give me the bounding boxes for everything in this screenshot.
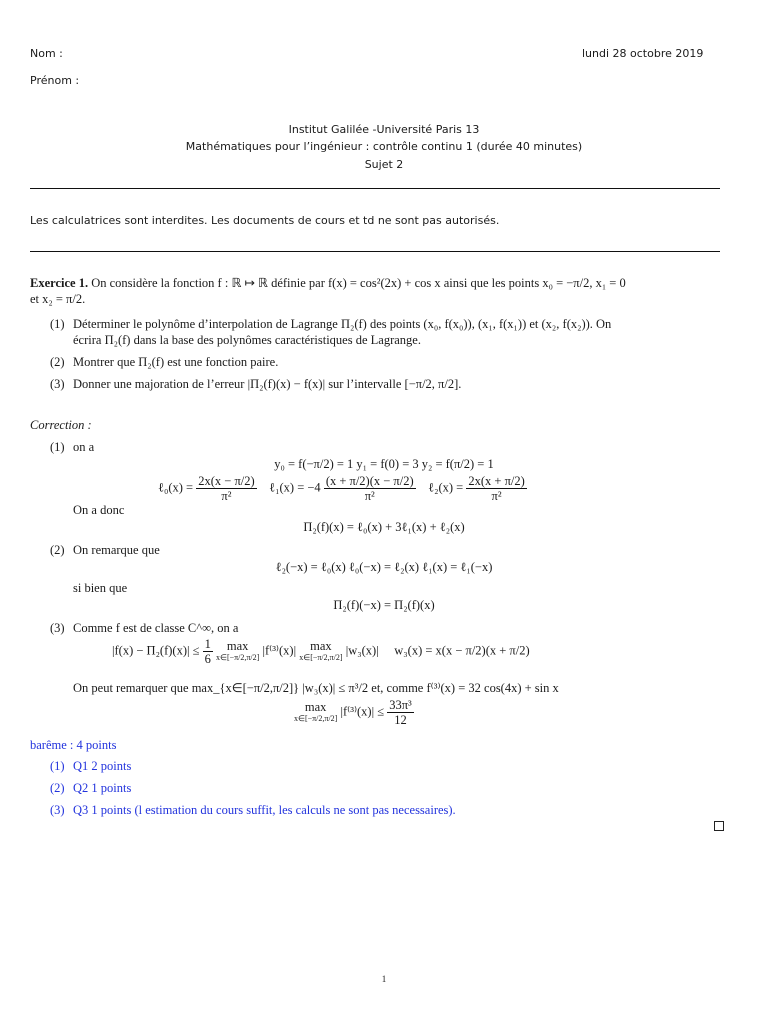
question-1-line2: écrira Π₂(f) dans la base des polynômes caractéristiques de Lagrange. bbox=[73, 333, 421, 347]
w3-definition: w₃(x) = x(x − π/2)(x + π/2) bbox=[394, 643, 530, 658]
correction-2-text: On remarque que bbox=[73, 543, 160, 557]
correction-1-num: (1) bbox=[50, 440, 65, 454]
correction-1-text: on a bbox=[73, 440, 95, 454]
nom-label: Nom : bbox=[30, 47, 63, 60]
correction-3-remark: On peut remarquer que max_{x∈[−π/2,π/2]} |w₃(x)| ≤ π³/2 et, comme f⁽³⁾(x) = 32 cos(4x) + sin x bbox=[73, 681, 559, 695]
l2-fraction bbox=[466, 474, 526, 503]
parity-relations: ℓ₂(−x) = ℓ₀(x) ℓ₀(−x) = ℓ₂(x) ℓ₁(x) = ℓ₁(−x) bbox=[275, 560, 493, 574]
correction-2-num: (2) bbox=[50, 543, 65, 557]
w3-abs: |w₃(x)| bbox=[345, 643, 379, 658]
f3-abs: |f⁽³⁾(x)| bbox=[262, 643, 297, 658]
question-1-line1: Déterminer le polynôme d’interpolation de Lagrange Π₂(f) des points (x₀, f(x₀)), (x₁, f(x₁)) et (x₂, f(x₂)). On bbox=[73, 317, 612, 331]
l0-lhs: ℓ₀(x) = bbox=[158, 480, 194, 495]
divider-top bbox=[30, 188, 720, 189]
exercise-intro-line1: On considère la fonction f : ℝ ↦ ℝ définie par f(x) = cos²(2x) + cos x ainsi que les points x₀ = −π/2, x₁ = 0 bbox=[91, 276, 626, 290]
error-lhs: |f(x) − Π₂(f)(x)| ≤ bbox=[112, 643, 200, 658]
final-bound bbox=[294, 698, 414, 727]
on-a-donc: On a donc bbox=[73, 503, 125, 517]
subject-label: Sujet 2 bbox=[364, 158, 404, 171]
question-2-num: (2) bbox=[50, 355, 65, 369]
bareme-3-text: Q3 1 points (l estimation du cours suffit, les calculs ne sont pas necessaires). bbox=[73, 803, 456, 817]
max-word-3: max bbox=[304, 700, 327, 714]
max-operator-3 bbox=[294, 701, 337, 724]
max-subscript-3: x∈[−π/2,π/2] bbox=[294, 714, 338, 723]
bareme-3-num: (3) bbox=[50, 803, 65, 817]
max-subscript: x∈[−π/2,π/2] bbox=[215, 653, 260, 662]
bareme-2-text: Q2 1 points bbox=[73, 781, 132, 795]
l0-numerator: 2x(x − π/2) bbox=[198, 474, 255, 488]
question-3-num: (3) bbox=[50, 377, 65, 391]
l0-fraction bbox=[196, 474, 256, 503]
institution: Institut Galilée -Université Paris 13 bbox=[288, 123, 480, 136]
qed-square-icon bbox=[714, 821, 724, 831]
max-operator-2 bbox=[299, 640, 342, 663]
divider-bottom bbox=[30, 251, 720, 252]
lagrange-basis bbox=[158, 474, 527, 503]
bareme-title: barême : 4 points bbox=[30, 738, 117, 752]
correction-3-num: (3) bbox=[50, 621, 65, 635]
one-sixth bbox=[203, 637, 213, 666]
exercise-title: Exercice 1. bbox=[30, 276, 89, 290]
max-subscript-2: x∈[−π/2,π/2] bbox=[299, 653, 343, 662]
max-operator-1 bbox=[216, 640, 259, 663]
exercise-intro-line2: et x₂ = π/2. bbox=[30, 292, 86, 306]
question-2-text: Montrer que Π₂(f) est une fonction paire. bbox=[73, 355, 279, 369]
l2-lhs: ℓ₂(x) = bbox=[428, 480, 464, 495]
final-denominator: 12 bbox=[394, 713, 407, 727]
max-word: max bbox=[226, 639, 249, 653]
parity-result: Π₂(f)(−x) = Π₂(f)(x) bbox=[333, 598, 435, 612]
question-1-num: (1) bbox=[50, 317, 65, 331]
l0-denominator: π² bbox=[221, 489, 232, 503]
page-number: 1 bbox=[381, 974, 387, 984]
exam-notice: Les calculatrices sont interdites. Les documents de cours et td ne sont pas autorisés. bbox=[30, 214, 500, 227]
max-word-2: max bbox=[310, 639, 332, 653]
bareme-2-num: (2) bbox=[50, 781, 65, 795]
l2-numerator: 2x(x + π/2) bbox=[468, 474, 525, 488]
final-numerator: 33π³ bbox=[389, 698, 412, 712]
si-bien-que: si bien que bbox=[73, 581, 128, 595]
l1-numerator: (x + π/2)(x − π/2) bbox=[325, 474, 414, 488]
final-lhs: |f⁽³⁾(x)| ≤ bbox=[340, 704, 385, 719]
correction-3-text: Comme f est de classe C^∞, on a bbox=[73, 621, 239, 635]
exam-date: lundi 28 octobre 2019 bbox=[582, 47, 704, 60]
one-sixth-num: 1 bbox=[204, 637, 211, 651]
l2-denominator: π² bbox=[491, 489, 502, 503]
error-bound bbox=[112, 637, 530, 666]
final-fraction bbox=[387, 698, 414, 727]
l1-lhs: ℓ₁(x) = −4 bbox=[269, 480, 321, 495]
l1-fraction bbox=[324, 474, 416, 503]
correction-label: Correction : bbox=[30, 418, 92, 432]
exercise-intro bbox=[30, 275, 626, 291]
course-title: Mathématiques pour l’ingénieur : contrôle continu 1 (durée 40 minutes) bbox=[185, 140, 583, 153]
question-3-text: Donner une majoration de l’erreur |Π₂(f)(x) − f(x)| sur l’intervalle [−π/2, π/2]. bbox=[73, 377, 462, 391]
one-sixth-den: 6 bbox=[204, 652, 211, 666]
interpolation-values: y₀ = f(−π/2) = 1 y₁ = f(0) = 3 y₂ = f(π/2) = 1 bbox=[274, 457, 494, 471]
bareme-1-text: Q1 2 points bbox=[73, 759, 132, 773]
interpolation-result: Π₂(f)(x) = ℓ₀(x) + 3ℓ₁(x) + ℓ₂(x) bbox=[303, 520, 465, 534]
bareme-1-num: (1) bbox=[50, 759, 65, 773]
l1-denominator: π² bbox=[364, 489, 375, 503]
prenom-label: Prénom : bbox=[30, 74, 80, 87]
